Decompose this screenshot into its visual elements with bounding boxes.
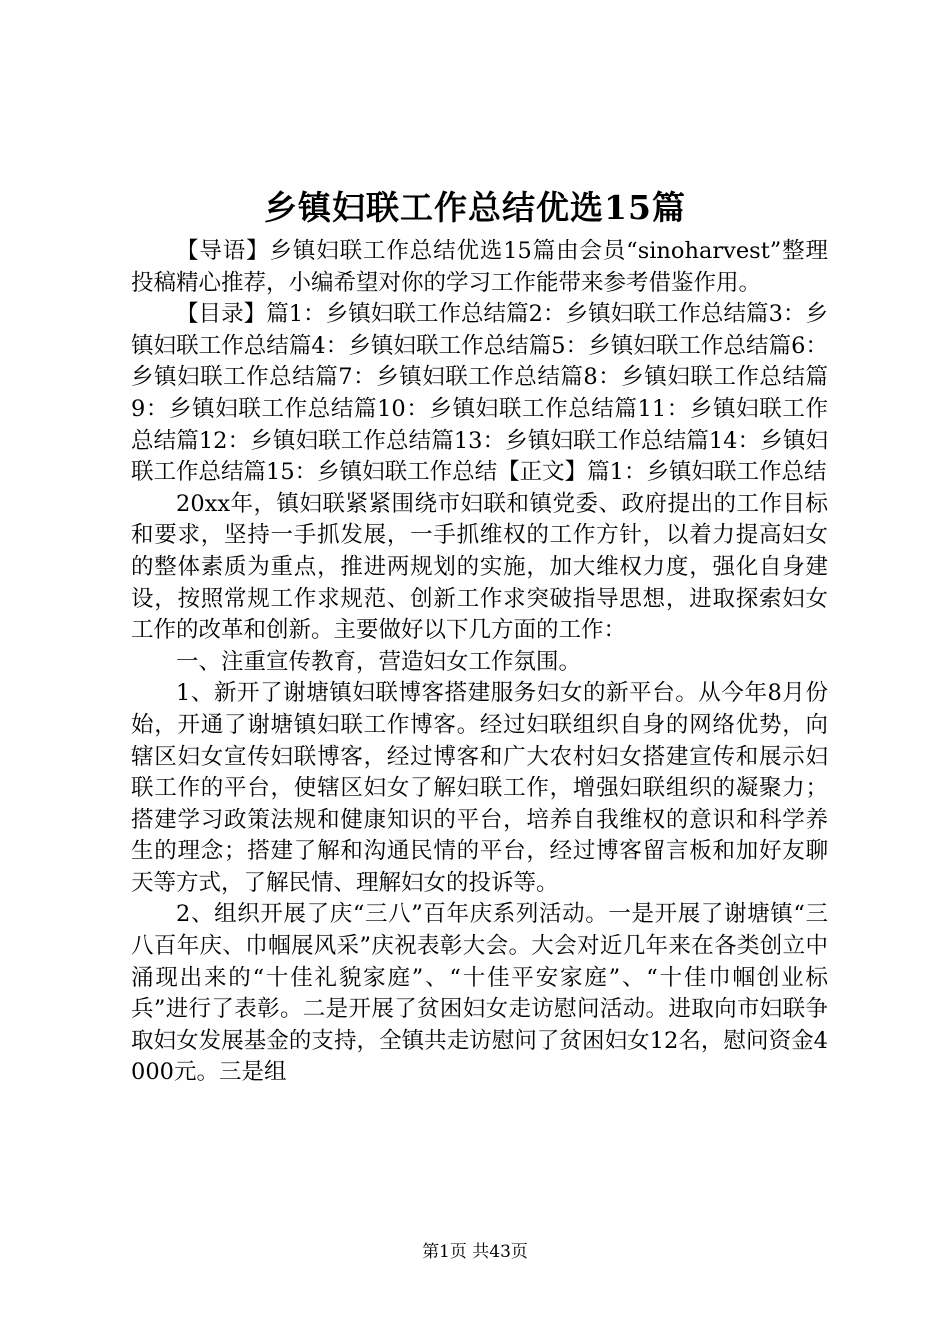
table-of-contents-paragraph: 【目录】篇1：乡镇妇联工作总结篇2：乡镇妇联工作总结篇3：乡镇妇联工作总结篇4：乡镇妇联工作总结篇5：乡镇妇联工作总结篇6：乡镇妇联工作总结篇7：乡镇妇联工作总结篇8：乡镇妇联工作总结篇9：乡镇妇联工作总结篇10：乡镇妇联工作总结篇11：乡镇妇联工作总结篇12：乡镇妇联工作总结篇13：乡镇妇联工作总结篇14：乡镇妇联工作总结篇15：乡镇妇联工作总结【正文】篇1：乡镇妇联工作总结 (131, 301, 828, 486)
section-heading: 一、注重宣传教育，营造妇女工作氛围。 (176, 648, 582, 675)
document-body (131, 236, 828, 1089)
body-paragraph: 1、新开了谢塘镇妇联博客搭建服务妇女的新平台。从今年8月份始，开通了谢塘镇妇联工作博客。经过妇联组织自身的网络优势，向辖区妇女宣传妇联博客，经过博客和广大农村妇女搭建宣传和展示妇联工作的平台，使辖区妇女了解妇联工作，增强妇联组织的凝聚力；搭建学习政策法规和健康知识的平台，培养自我维权的意识和科学养生的理念；搭建了解和沟通民情的平台，经过博客留言板和加好友聊天等方式，了解民情、理解妇女的投诉等。 (131, 680, 828, 896)
document-title: 乡镇妇联工作总结优选15篇 (264, 188, 686, 227)
body-paragraph: 2、组织开展了庆“三八”百年庆系列活动。一是开展了谢塘镇“三八百年庆、巾帼展风采”庆祝表彰大会。大会对近几年来在各类创立中涌现出来的“十佳礼貌家庭”、“十佳平安家庭”、“十佳巾帼创业标兵”进行了表彰。二是开展了贫困妇女走访慰问活动。进取向市妇联争取妇女发展基金的支持，全镇共走访慰问了贫困妇女12名，慰问资金4000元。三是组 (131, 901, 828, 1086)
body-paragraph: 20xx年，镇妇联紧紧围绕市妇联和镇党委、政府提出的工作目标和要求，坚持一手抓发展，一手抓维权的工作方针，以着力提高妇女的整体素质为重点，推进两规划的实施，加大维权力度，强化自身建设，按照常规工作求规范、创新工作求突破指导思想，进取探索妇女工作的改革和创新。主要做好以下几方面的工作： (131, 490, 828, 644)
intro-paragraph: 【导语】乡镇妇联工作总结优选15篇由会员“sinoharvest”整理投稿精心推荐，小编希望对你的学习工作能带来参考借鉴作用。 (131, 238, 828, 296)
page-footer: 第1页 共43页 (422, 1242, 528, 1262)
